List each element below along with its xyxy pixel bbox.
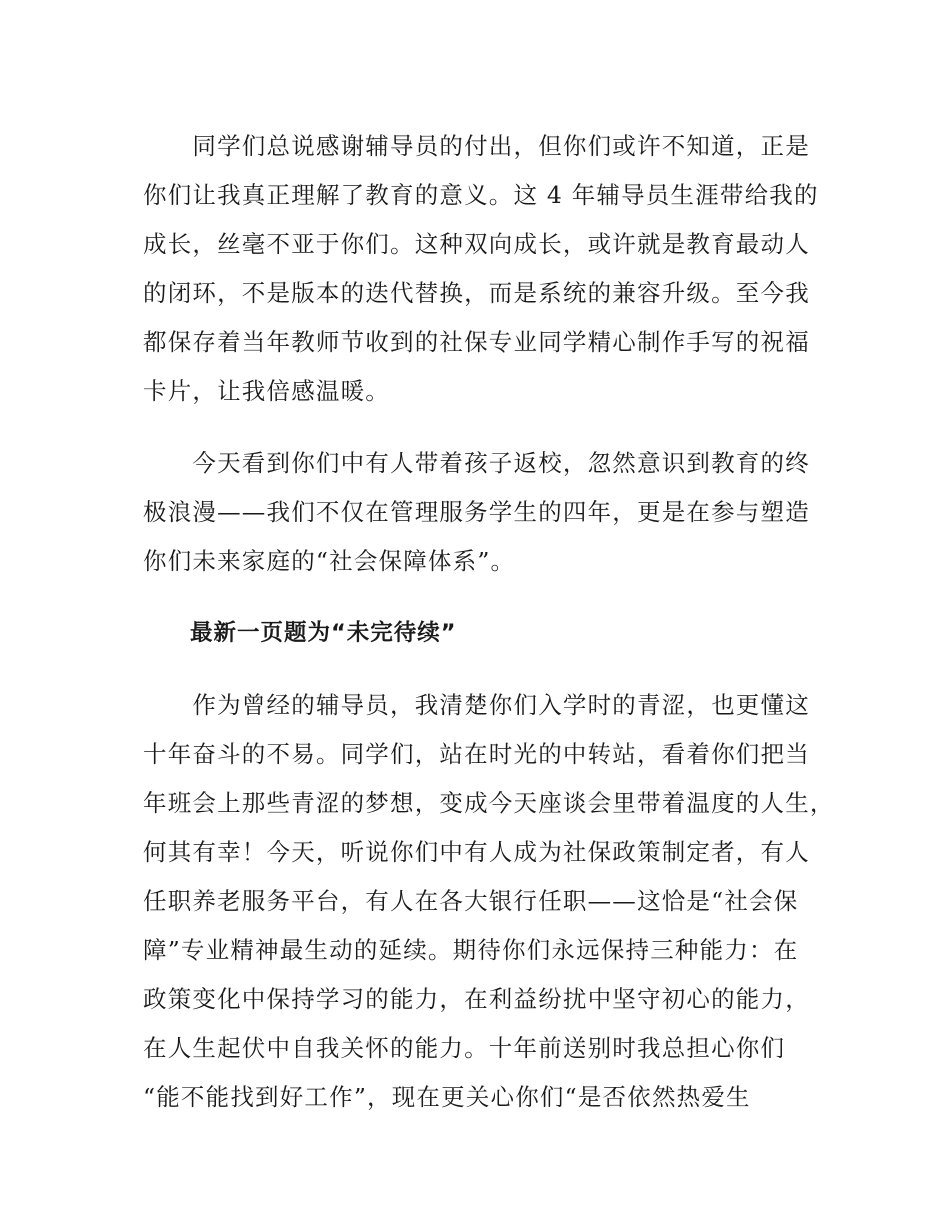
text-line: 你们未来家庭的“社会保障体系”。 [143, 547, 516, 575]
text-line: 作为曾经的辅导员，我清楚你们入学时的青涩，也更懂这 [143, 691, 810, 719]
text-line: 卡片，让我倍感温暖。 [143, 377, 390, 405]
text-line: 极浪漫——我们不仅在管理服务学生的四年，更是在参与塑造 [143, 498, 810, 526]
text-line: 同学们总说感谢辅导员的付出，但你们或许不知道，正是 [143, 132, 810, 160]
text-line: 的闭环，不是版本的迭代替换，而是系统的兼容升级。至今我 [143, 279, 810, 307]
paragraph-spacer [143, 586, 828, 609]
paragraph-1 [143, 122, 828, 416]
section-heading: 最新一页题为“未完待续” [143, 620, 457, 646]
document-body [143, 122, 835, 1122]
text-line: 你们让我真正理解了教育的意义。这 4 年辅导员生涯带给我的 [143, 181, 819, 209]
text-line: “能不能找到好工作”，现在更关心你们“是否依然热爱生 [143, 1083, 751, 1111]
text-line: 今天看到你们中有人带着孩子返校，忽然意识到教育的终 [143, 449, 810, 477]
text-line: 任职养老服务平台，有人在各大银行任职——这恰是“社会保 [143, 887, 799, 915]
text-line: 政策变化中保持学习的能力，在利益纷扰中坚守初心的能力， [143, 985, 810, 1013]
paragraph-spacer [143, 658, 828, 681]
text-line: 都保存着当年教师节收到的社保专业同学精心制作手写的祝福 [143, 328, 810, 356]
text-line: 成长，丝毫不亚于你们。这种双向成长，或许就是教育最动人 [143, 230, 810, 258]
paragraph-3 [143, 681, 835, 1122]
text-line: 何其有幸！今天，听说你们中有人成为社保政策制定者，有人 [143, 838, 810, 866]
text-line: 障”专业精神最生动的延续。期待你们永远保持三种能力：在 [143, 936, 799, 964]
paragraph-2 [143, 439, 828, 586]
text-line: 年班会上那些青涩的梦想，变成今天座谈会里带着温度的人生， [143, 789, 835, 817]
text-line: 十年奋斗的不易。同学们，站在时光的中转站，看着你们把当 [143, 740, 810, 768]
paragraph-spacer [143, 416, 828, 439]
text-line: 在人生起伏中自我关怀的能力。十年前送别时我总担心你们 [143, 1034, 786, 1062]
